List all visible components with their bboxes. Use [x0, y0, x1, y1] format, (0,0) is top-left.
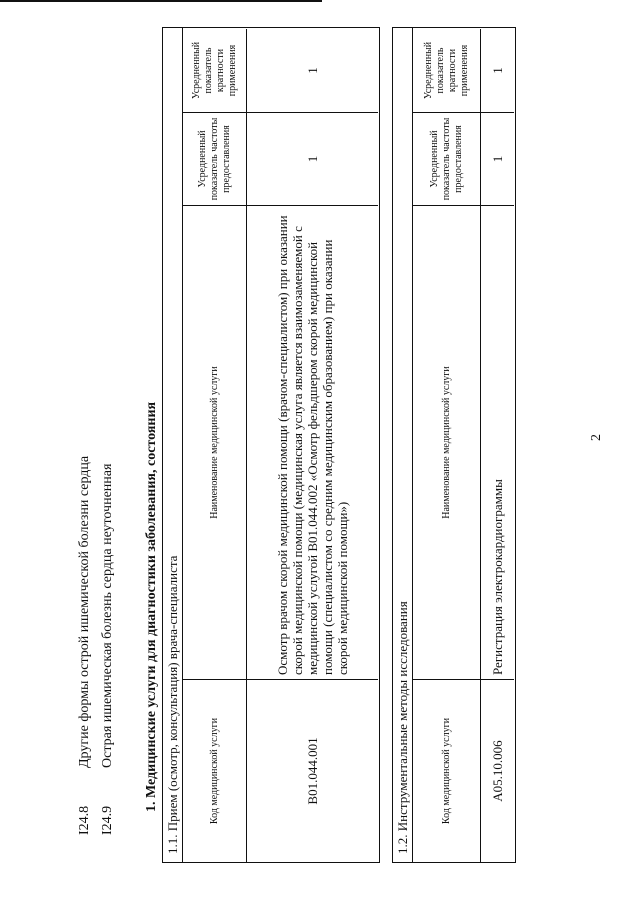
header-code: Код медицинской услуги — [413, 679, 481, 862]
icd-code: I24.8 — [77, 805, 92, 835]
service-frequency: 1 — [247, 112, 378, 205]
header-frequency: Усредненный показатель частоты предоставления — [413, 112, 481, 205]
services-table-instrumental — [392, 27, 516, 863]
header-frequency: Усредненный показатель частоты предоставления — [183, 112, 247, 205]
service-name: Осмотр врачом скорой медицинской помощи (врачом-специалистом) при оказании скорой медицинской помощи (медицинская услуга является взаимозаменяемой с медицинской услугой B01.044.002 «Осмотр фельдшером скорой медицинской помощи (специалистом со средним медицинским образованием) при оказании скорой медицинской помощи») — [247, 205, 378, 679]
header-name: Наименование медицинской услуги — [413, 205, 481, 679]
section-title: 1. Медицинские услуги для диагностики заболевания, состояния — [144, 401, 159, 812]
services-table-consultation — [162, 27, 380, 863]
icd-name: Другие формы острой ишемической болезни сердца — [77, 455, 92, 768]
icd-code: I24.9 — [100, 805, 115, 835]
table-caption: 1.2. Инструментальные методы исследования — [393, 28, 413, 862]
header-multiplicity: Усредненный показатель кратности применения — [413, 29, 481, 112]
table-caption: 1.1. Прием (осмотр, консультация) врача-специалиста — [163, 28, 183, 862]
service-frequency: 1 — [481, 112, 514, 205]
header-name: Наименование медицинской услуги — [183, 205, 247, 679]
page-number: 2 — [589, 434, 604, 441]
service-multiplicity: 1 — [490, 67, 505, 74]
header-code: Код медицинской услуги — [183, 679, 247, 862]
service-code: A05.10.006 — [481, 679, 514, 862]
service-code: B01.044.001 — [247, 679, 378, 862]
service-multiplicity: 1 — [305, 67, 320, 74]
service-name: Регистрация электрокардиограммы — [481, 205, 514, 679]
icd-name: Острая ишемическая болезнь сердца неуточненная — [100, 463, 115, 768]
header-multiplicity: Усредненный показатель кратности применения — [183, 29, 247, 112]
